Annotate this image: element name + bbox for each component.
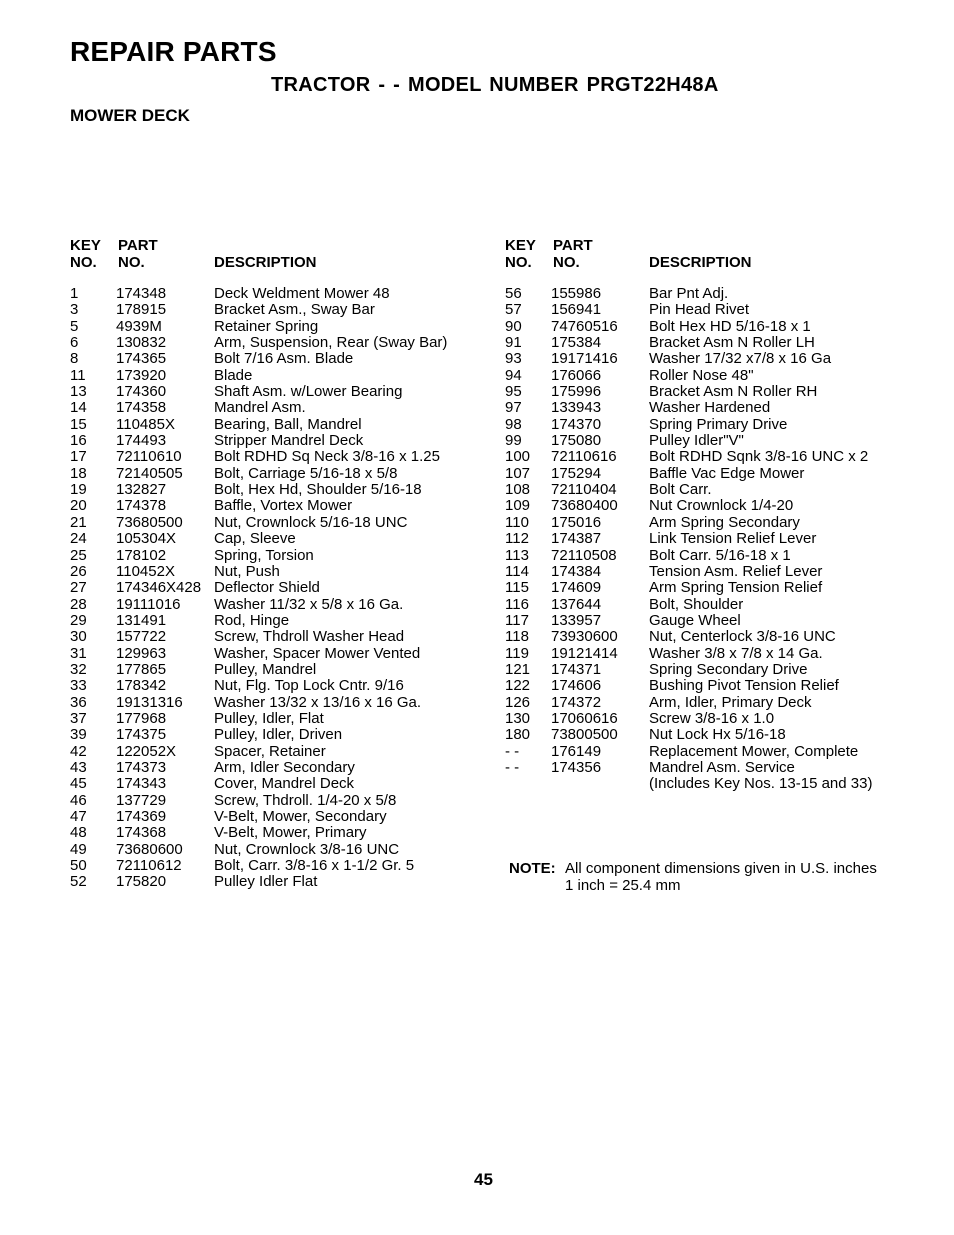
part-number: 72110616 — [551, 448, 617, 466]
parts-row — [70, 597, 490, 613]
key-number: 21 — [70, 513, 87, 531]
part-number: 174493 — [116, 432, 167, 450]
part-number: 178342 — [116, 677, 167, 695]
part-description: Cap, Sleeve — [214, 530, 296, 548]
key-number: 110 — [505, 513, 529, 531]
parts-row — [70, 351, 490, 367]
parts-row — [505, 580, 925, 596]
part-number: 175996 — [551, 383, 602, 401]
part-number: 174375 — [116, 726, 167, 744]
part-number: 175016 — [551, 513, 602, 531]
parts-row — [70, 793, 490, 809]
parts-row — [70, 842, 490, 858]
part-number: 129963 — [116, 644, 167, 662]
parts-row — [505, 727, 925, 743]
part-description: Shaft Asm. w/Lower Bearing — [214, 383, 403, 401]
parts-row — [70, 564, 490, 580]
part-number: 176066 — [551, 366, 602, 384]
key-number: 39 — [70, 726, 87, 744]
part-number: 174370 — [551, 415, 602, 433]
part-number: 176149 — [551, 742, 602, 760]
part-description: Arm Spring Secondary — [649, 513, 800, 531]
key-number: 13 — [70, 383, 87, 401]
right-column-headers — [505, 237, 925, 271]
key-number: 18 — [70, 464, 87, 482]
part-description: Bolt 7/16 Asm. Blade — [214, 350, 354, 368]
part-description: Bracket Asm N Roller RH — [649, 383, 818, 401]
part-number: 72110612 — [116, 857, 182, 875]
part-number: 174372 — [551, 693, 602, 711]
part-number: 131491 — [116, 611, 167, 629]
part-number: 17060616 — [551, 709, 618, 727]
part-header-line1: PART — [118, 237, 158, 254]
part-description: Washer 11/32 x 5/8 x 16 Ga. — [214, 595, 404, 613]
part-description: Blade — [214, 366, 253, 384]
key-number: 25 — [70, 546, 87, 564]
part-description: Bushing Pivot Tension Relief — [649, 677, 839, 695]
part-header-line2: NO. — [118, 254, 145, 271]
part-number: 156941 — [551, 301, 602, 319]
parts-row — [70, 776, 490, 792]
part-description: Nut, Crownlock 5/16-18 UNC — [214, 513, 408, 531]
part-description: Bracket Asm., Sway Bar — [214, 301, 375, 319]
part-number: 132827 — [116, 481, 167, 499]
parts-row — [505, 417, 925, 433]
key-number: 93 — [505, 350, 522, 368]
key-number: - - — [505, 758, 520, 776]
part-number: 174384 — [551, 562, 602, 580]
parts-row — [70, 498, 490, 514]
key-number: 36 — [70, 693, 87, 711]
parts-row — [70, 531, 490, 547]
part-description: Replacement Mower, Complete — [649, 742, 859, 760]
part-number: 174365 — [116, 350, 167, 368]
parts-row — [505, 368, 925, 384]
parts-row — [70, 580, 490, 596]
parts-row — [70, 335, 490, 351]
key-number: 5 — [70, 317, 79, 335]
part-number: 72140505 — [116, 464, 183, 482]
part-number: 178915 — [116, 301, 167, 319]
parts-row — [70, 744, 490, 760]
parts-row — [505, 744, 925, 760]
part-description: Screw, Thdroll Washer Head — [214, 628, 405, 646]
part-description: Pulley, Idler, Flat — [214, 709, 324, 727]
parts-row — [505, 646, 925, 662]
part-description: Arm, Idler, Primary Deck — [649, 693, 812, 711]
key-number: 116 — [505, 595, 529, 613]
key-header-line1: KEY — [505, 237, 536, 254]
parts-row — [505, 302, 925, 318]
key-number: 117 — [505, 611, 529, 629]
key-header-line2: NO. — [70, 254, 97, 271]
part-description: Baffle Vac Edge Mower — [649, 464, 805, 482]
part-number: 173920 — [116, 366, 167, 384]
part-number: 72110508 — [551, 546, 617, 564]
part-description: V-Belt, Mower, Primary — [214, 824, 367, 842]
part-description: Bolt RDHD Sq Neck 3/8-16 x 1.25 — [214, 448, 440, 466]
part-description: Mandrel Asm. Service — [649, 758, 795, 776]
parts-row — [70, 858, 490, 874]
key-number: 108 — [505, 481, 531, 499]
part-number: 19111016 — [116, 595, 181, 613]
part-description: Washer Hardened — [649, 399, 771, 417]
key-number: 15 — [70, 415, 87, 433]
parts-row — [70, 286, 490, 302]
parts-row — [505, 760, 925, 776]
key-number: 26 — [70, 562, 87, 580]
parts-row — [70, 727, 490, 743]
key-number: 1 — [70, 285, 79, 302]
key-number: 50 — [70, 857, 87, 875]
parts-row — [70, 662, 490, 678]
parts-row — [70, 874, 490, 890]
model-subtitle: TRACTOR - - MODEL NUMBER PRGT22H48A — [271, 74, 719, 96]
part-number: 157722 — [116, 628, 167, 646]
page-number: 45 — [474, 1170, 493, 1189]
part-number: 174369 — [116, 808, 167, 825]
part-number: 174348 — [116, 285, 167, 302]
part-number: 175384 — [551, 334, 602, 352]
part-description: Spacer, Retainer — [214, 742, 326, 760]
section-heading: MOWER DECK — [70, 106, 190, 125]
parts-row — [505, 564, 925, 580]
part-description: Nut, Push — [214, 562, 280, 580]
part-description: Pin Head Rivet — [649, 301, 750, 319]
parts-row — [70, 613, 490, 629]
key-number: 6 — [70, 334, 79, 352]
part-number: 105304X — [116, 530, 177, 548]
part-number: 178102 — [116, 546, 167, 564]
parts-row — [505, 384, 925, 400]
part-description: Deck Weldment Mower 48 — [214, 285, 390, 302]
part-number: 174606 — [551, 677, 602, 695]
part-number: 175820 — [116, 873, 167, 891]
note-label: NOTE: — [509, 860, 556, 877]
part-description: Pulley, Mandrel — [214, 660, 317, 678]
part-number: 73680600 — [116, 840, 183, 858]
parts-row — [70, 629, 490, 645]
parts-row — [70, 433, 490, 449]
parts-row — [505, 498, 925, 514]
parts-row — [505, 319, 925, 335]
part-number: 175080 — [551, 432, 602, 450]
part-number: 73680500 — [116, 513, 183, 531]
part-description: Link Tension Relief Lever — [649, 530, 817, 548]
note-line-2: 1 inch = 25.4 mm — [565, 876, 681, 894]
left-column-headers — [70, 237, 490, 271]
key-header-line1: KEY — [70, 237, 101, 254]
part-description: Nut, Crownlock 3/8-16 UNC — [214, 840, 400, 858]
key-number: 100 — [505, 448, 531, 466]
parts-row — [70, 678, 490, 694]
part-description: Tension Asm. Relief Lever — [649, 562, 823, 580]
part-description: Bolt, Hex Hd, Shoulder 5/16-18 — [214, 481, 422, 499]
key-number: 8 — [70, 350, 79, 368]
part-number: 110485X — [116, 415, 175, 433]
part-number: 175294 — [551, 464, 602, 482]
part-description: Arm, Idler Secondary — [214, 758, 355, 776]
parts-row — [505, 695, 925, 711]
part-description: Roller Nose 48" — [649, 366, 754, 384]
description-header: DESCRIPTION — [214, 254, 317, 271]
key-number: 19 — [70, 481, 87, 499]
part-description: Spring, Torsion — [214, 546, 314, 564]
parts-row — [505, 711, 925, 727]
parts-row — [70, 825, 490, 841]
part-description: Nut Crownlock 1/4-20 — [649, 497, 794, 515]
key-number: 16 — [70, 432, 87, 450]
key-number: 3 — [70, 301, 79, 319]
key-number: 122 — [505, 677, 531, 695]
part-number: 110452X — [116, 562, 175, 580]
key-number: 130 — [505, 709, 531, 727]
parts-row — [505, 335, 925, 351]
key-number: 118 — [505, 628, 529, 646]
part-description: Pulley Idler Flat — [214, 873, 318, 891]
key-number: 37 — [70, 709, 87, 727]
part-description: Bolt Carr. — [649, 481, 712, 499]
parts-row — [70, 695, 490, 711]
part-description: Nut, Flg. Top Lock Cntr. 9/16 — [214, 677, 404, 695]
parts-row — [505, 776, 925, 792]
part-number: 72110610 — [116, 448, 182, 466]
part-description: Baffle, Vortex Mower — [214, 497, 353, 515]
parts-row — [505, 548, 925, 564]
part-number: 130832 — [116, 334, 167, 352]
key-number: 98 — [505, 415, 522, 433]
part-number: 19121414 — [551, 644, 618, 662]
key-number: 52 — [70, 873, 87, 891]
part-number: 177968 — [116, 709, 167, 727]
parts-row — [505, 515, 925, 531]
key-number: 91 — [505, 334, 522, 352]
parts-row — [505, 449, 925, 465]
part-number: 137644 — [551, 595, 602, 613]
part-number: 174371 — [551, 660, 602, 678]
parts-row — [70, 760, 490, 776]
part-number: 133957 — [551, 611, 602, 629]
part-description: Arm Spring Tension Relief — [649, 579, 823, 597]
part-description: Gauge Wheel — [649, 611, 741, 629]
part-number: 177865 — [116, 660, 167, 678]
key-number: 14 — [70, 399, 87, 417]
key-number: 90 — [505, 317, 522, 335]
part-number: 72110404 — [551, 481, 617, 499]
parts-row — [70, 368, 490, 384]
parts-row — [505, 629, 925, 645]
part-description: Rod, Hinge — [214, 611, 290, 629]
part-number: 73800500 — [551, 726, 618, 744]
part-description: Cover, Mandrel Deck — [214, 775, 355, 793]
key-number: 57 — [505, 301, 522, 319]
key-number: 121 — [505, 660, 531, 678]
key-number: 28 — [70, 595, 87, 613]
parts-row — [505, 662, 925, 678]
parts-row — [505, 678, 925, 694]
part-description: Stripper Mandrel Deck — [214, 432, 364, 450]
parts-row — [70, 319, 490, 335]
key-number: 32 — [70, 660, 87, 678]
key-number: 17 — [70, 448, 87, 466]
key-number: 46 — [70, 791, 87, 809]
part-description: Spring Primary Drive — [649, 415, 788, 433]
parts-row — [505, 613, 925, 629]
part-number: 73680400 — [551, 497, 618, 515]
parts-row — [70, 466, 490, 482]
key-number: 95 — [505, 383, 522, 401]
part-description: Deflector Shield — [214, 579, 320, 597]
key-number: 112 — [505, 530, 529, 548]
parts-row — [70, 400, 490, 416]
key-number: 48 — [70, 824, 87, 842]
parts-row — [70, 548, 490, 564]
description-header: DESCRIPTION — [649, 254, 752, 271]
key-number: - - — [505, 742, 520, 760]
part-description: Washer 3/8 x 7/8 x 14 Ga. — [649, 644, 823, 662]
note-line-1: All component dimensions given in U.S. inches — [565, 860, 877, 877]
key-number: 20 — [70, 497, 87, 515]
key-number: 94 — [505, 366, 522, 384]
key-number: 33 — [70, 677, 87, 695]
parts-row — [505, 351, 925, 367]
key-number: 30 — [70, 628, 87, 646]
part-description: Washer, Spacer Mower Vented — [214, 644, 421, 662]
key-number: 119 — [505, 644, 529, 662]
part-number: 122052X — [116, 742, 177, 760]
key-number: 126 — [505, 693, 531, 711]
part-description: Bar Pnt Adj. — [649, 285, 729, 302]
parts-row — [70, 302, 490, 318]
part-header-line1: PART — [553, 237, 593, 254]
part-number: 133943 — [551, 399, 602, 417]
part-description: Bolt Carr. 5/16-18 x 1 — [649, 546, 791, 564]
right-parts-list — [505, 286, 925, 793]
part-number: 155986 — [551, 285, 602, 302]
part-number: 174609 — [551, 579, 602, 597]
key-number: 99 — [505, 432, 522, 450]
key-number: 29 — [70, 611, 87, 629]
part-number: 174387 — [551, 530, 602, 548]
part-description: Bolt, Carr. 3/8-16 x 1-1/2 Gr. 5 — [214, 857, 415, 875]
page-title: REPAIR PARTS — [70, 36, 277, 67]
part-description: Mandrel Asm. — [214, 399, 306, 417]
part-number: 19171416 — [551, 350, 618, 368]
parts-row — [70, 449, 490, 465]
key-number: 109 — [505, 497, 531, 515]
parts-row — [505, 466, 925, 482]
part-number: 137729 — [116, 791, 167, 809]
key-number: 24 — [70, 530, 87, 548]
parts-row — [505, 482, 925, 498]
part-description: Pulley Idler"V" — [649, 432, 744, 450]
parts-row — [70, 384, 490, 400]
key-header-line2: NO. — [505, 254, 532, 271]
part-description: (Includes Key Nos. 13-15 and 33) — [649, 775, 873, 793]
parts-row — [70, 482, 490, 498]
part-number: 74760516 — [551, 317, 618, 335]
key-number: 113 — [505, 546, 529, 564]
parts-row — [70, 711, 490, 727]
part-number: 174358 — [116, 399, 167, 417]
key-number: 115 — [505, 579, 529, 597]
part-description: Pulley, Idler, Driven — [214, 726, 343, 744]
part-description: Screw 3/8-16 x 1.0 — [649, 709, 775, 727]
parts-row — [505, 400, 925, 416]
parts-row — [70, 646, 490, 662]
part-number: 174360 — [116, 383, 167, 401]
part-description: Bolt, Carriage 5/16-18 x 5/8 — [214, 464, 398, 482]
key-number: 114 — [505, 562, 529, 580]
part-number: 174343 — [116, 775, 167, 793]
key-number: 31 — [70, 644, 87, 662]
key-number: 97 — [505, 399, 522, 417]
parts-row — [70, 515, 490, 531]
key-number: 27 — [70, 579, 87, 597]
part-number: 174356 — [551, 758, 602, 776]
key-number: 180 — [505, 726, 531, 744]
part-description: Bolt RDHD Sqnk 3/8-16 UNC x 2 — [649, 448, 869, 466]
part-description: Nut Lock Hx 5/16-18 — [649, 726, 786, 744]
part-description: Washer 17/32 x7/8 x 16 Ga — [649, 350, 832, 368]
part-description: V-Belt, Mower, Secondary — [214, 808, 387, 825]
key-number: 49 — [70, 840, 87, 858]
parts-row — [505, 597, 925, 613]
part-header-line2: NO. — [553, 254, 580, 271]
part-description: Retainer Spring — [214, 317, 319, 335]
part-description: Arm, Suspension, Rear (Sway Bar) — [214, 334, 448, 352]
part-number: 174378 — [116, 497, 167, 515]
part-number: 174373 — [116, 758, 167, 776]
part-description: Bolt, Shoulder — [649, 595, 744, 613]
key-number: 45 — [70, 775, 87, 793]
key-number: 11 — [70, 366, 86, 384]
parts-row — [505, 433, 925, 449]
part-number: 73930600 — [551, 628, 618, 646]
parts-row — [70, 809, 490, 825]
part-description: Bolt Hex HD 5/16-18 x 1 — [649, 317, 811, 335]
left-parts-list — [70, 286, 490, 891]
parts-row — [70, 417, 490, 433]
part-description: Bearing, Ball, Mandrel — [214, 415, 362, 433]
part-number: 4939M — [116, 317, 162, 335]
part-description: Screw, Thdroll. 1/4-20 x 5/8 — [214, 791, 397, 809]
key-number: 43 — [70, 758, 87, 776]
key-number: 56 — [505, 285, 522, 302]
part-number: 174346X428 — [116, 579, 202, 597]
part-description: Washer 13/32 x 13/16 x 16 Ga. — [214, 693, 422, 711]
part-description: Bracket Asm N Roller LH — [649, 334, 815, 352]
part-number: 19131316 — [116, 693, 183, 711]
part-description: Spring Secondary Drive — [649, 660, 808, 678]
part-description: Nut, Centerlock 3/8-16 UNC — [649, 628, 836, 646]
key-number: 42 — [70, 742, 87, 760]
key-number: 47 — [70, 808, 87, 825]
parts-row — [505, 531, 925, 547]
key-number: 107 — [505, 464, 531, 482]
parts-row — [505, 286, 925, 302]
part-number: 174368 — [116, 824, 167, 842]
